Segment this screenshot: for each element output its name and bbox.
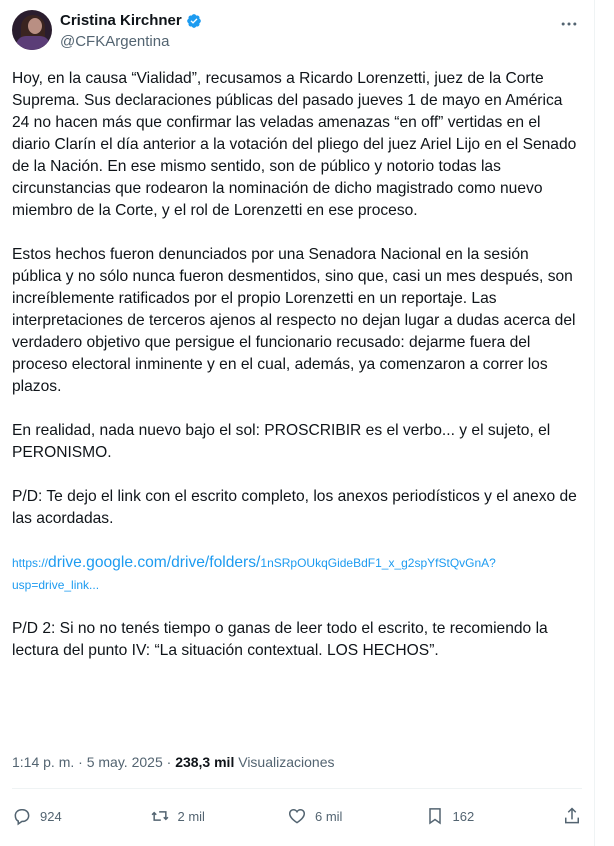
reply-count: 924 xyxy=(40,808,62,824)
tweet-text xyxy=(12,68,580,662)
avatar[interactable] xyxy=(12,10,52,50)
tweet-meta xyxy=(12,754,334,770)
link-domain: drive.google.com/drive/folders/ xyxy=(48,554,261,571)
more-options-icon[interactable] xyxy=(558,14,580,34)
repost-icon xyxy=(150,806,170,826)
heart-icon xyxy=(287,806,307,826)
reply-button[interactable] xyxy=(12,806,122,826)
like-count: 6 mil xyxy=(315,808,343,824)
verified-badge-icon xyxy=(186,13,202,29)
divider xyxy=(12,788,582,789)
postscript: P/D 2: Si no no tenés tiempo o ganas de leer todo el escrito, te recomiendo la lectura del punto IV: “La situación contextual. LOS HECHOS”. xyxy=(12,620,548,659)
like-button[interactable] xyxy=(287,806,397,826)
repost-button[interactable] xyxy=(150,806,260,826)
views-count: 238,3 mil xyxy=(175,754,235,770)
tweet-header xyxy=(12,10,582,54)
meta-separator-2: · xyxy=(166,754,176,770)
paragraph-4: P/D: Te dejo el link con el escrito completo, los anexos periodísticos y el anexo de las acordadas. xyxy=(12,488,577,527)
bookmark-count: 162 xyxy=(452,808,475,824)
meta-separator: · xyxy=(74,754,87,770)
author-handle[interactable]: @CFKArgentina xyxy=(60,33,170,50)
share-button[interactable] xyxy=(562,806,582,826)
repost-count: 2 mil xyxy=(177,808,205,824)
action-bar xyxy=(12,803,582,829)
post-date[interactable]: 5 may. 2025 xyxy=(86,754,163,770)
paragraph-2: Estos hechos fueron denunciados por una Senadora Nacional en la sesión pública y no sólo nunca fueron desmentidos, sino que, casi un mes después, son increíblemente ratificados por el propio Lorenzetti en un reportaje. Las interpretaciones de terceros ajenos al respecto no dejan lugar a dudas acerca del verdadero objetivo que persigue el funcionario recusado: dejarme fuera del proceso electoral inminente y en el cual, además, ya comenzaron a correr los plazos. xyxy=(12,246,576,395)
link-prefix: https:// xyxy=(12,556,49,570)
bookmark-icon xyxy=(425,806,445,826)
bookmark-button[interactable] xyxy=(425,806,535,826)
paragraph-1: Hoy, en la causa “Vialidad”, recusamos a Ricardo Lorenzetti, juez de la Corte Suprema. Sus declaraciones públicas del pasado jueves 1 de mayo en América 24 no hacen más que confirmar las veladas amenazas “en off” vertidas en el diario Clarín el día anterior a la votación del pliego del juez Ariel Lijo en el Senado de la Nación. En ese mismo sentido, son de público y notorio todas las circunstancias que rodearon la nominación de dicho magistrado como nuevo miembro de la Corte, y el rol de Lorenzetti en ese proceso. xyxy=(12,70,577,219)
author-name[interactable]: Cristina Kirchner xyxy=(60,12,182,29)
link-rest: 1nSRpOUkqGideBdF1_x_g2spYfStQvGnA? xyxy=(260,556,496,570)
post-time[interactable]: 1:14 p. m. xyxy=(12,754,75,770)
link-line2: usp=drive_link... xyxy=(12,578,100,592)
share-icon xyxy=(562,806,582,826)
paragraph-3: En realidad, nada nuevo bajo el sol: PROSCRIBIR es el verbo... y el sujeto, el PERONISMO. xyxy=(12,422,551,461)
drive-link[interactable] xyxy=(12,552,580,596)
views-label: Visualizaciones xyxy=(238,754,335,770)
reply-icon xyxy=(12,806,32,826)
author-name-row[interactable] xyxy=(60,12,202,29)
